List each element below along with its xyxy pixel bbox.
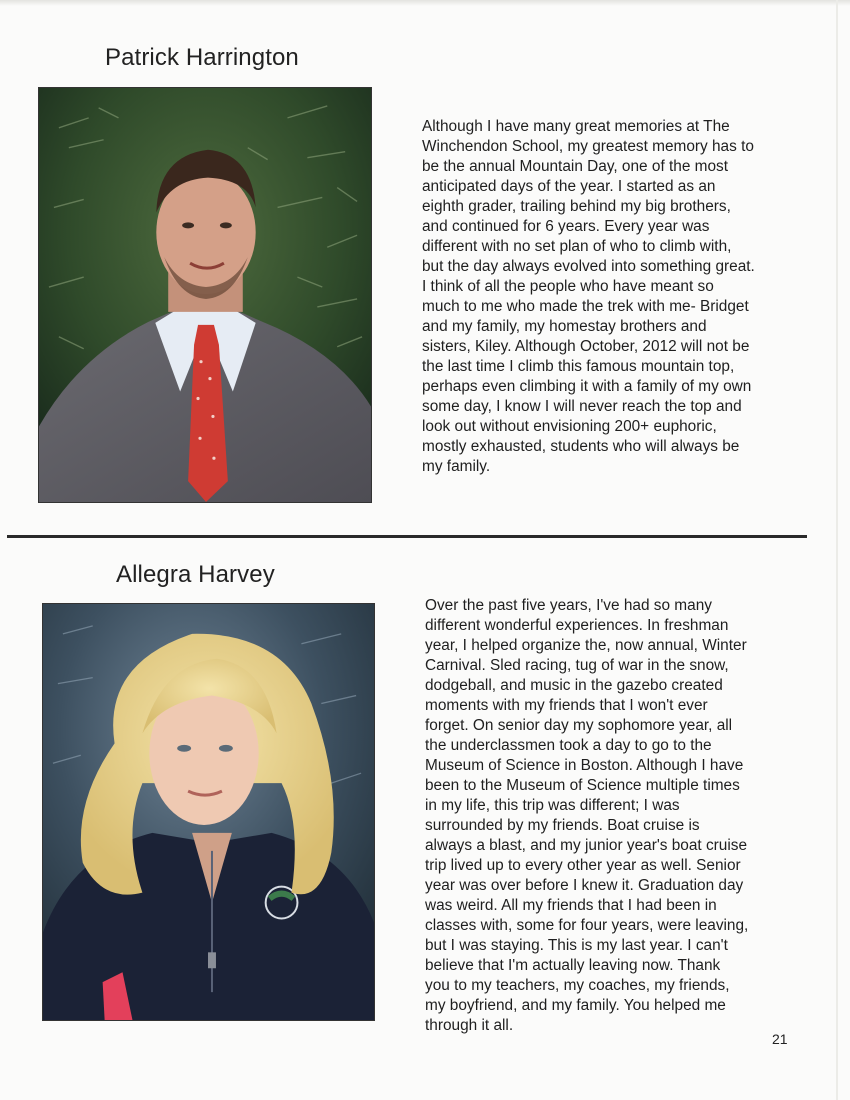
bio-line: trip lived up to every other year as well. Senior xyxy=(425,857,741,874)
scan-top-edge xyxy=(0,0,850,6)
profile-bio xyxy=(425,596,748,1036)
portrait-illustration xyxy=(43,604,374,1020)
bio-line: be the annual Mountain Day, one of the most xyxy=(422,158,729,175)
page-number: 21 xyxy=(772,1031,788,1047)
bio-line: and my family, my homestay brothers and xyxy=(422,318,707,335)
bio-line: dodgeball, and music in the gazebo created xyxy=(425,677,723,694)
bio-line: sisters, Kiley. Although October, 2012 will not be xyxy=(422,338,750,355)
bio-line: Museum of Science in Boston. Although I have xyxy=(425,757,744,774)
portrait-illustration xyxy=(39,88,371,502)
bio-line: but I was staying. This is my last year. I can't xyxy=(425,937,728,954)
scan-right-edge xyxy=(836,0,838,1100)
bio-line: surrounded by my friends. Boat cruise is xyxy=(425,817,700,834)
bio-line: my boyfriend, and my family. You helped me xyxy=(425,997,726,1014)
bio-line: different wonderful experiences. In freshman xyxy=(425,617,729,634)
bio-line: Winchendon School, my greatest memory has to xyxy=(422,138,754,155)
bio-line: in my life, this trip was different; I was xyxy=(425,797,680,814)
bio-line: forget. On senior day my sophomore year, all xyxy=(425,717,733,734)
bio-line: some day, I know I will never reach the top and xyxy=(422,398,742,415)
bio-line: perhaps even climbing it with a family of my own xyxy=(422,378,752,395)
bio-line: you to my teachers, my coaches, my friends, xyxy=(425,977,730,994)
section-divider xyxy=(7,535,807,538)
bio-line: been to the Museum of Science multiple times xyxy=(425,777,740,794)
bio-line: Over the past five years, I've had so many xyxy=(425,597,712,614)
bio-line: mostly exhausted, students who will always be xyxy=(422,438,740,455)
bio-line: anticipated days of the year. I started as an xyxy=(422,178,716,195)
bio-line: much to me who made the trek with me- Bridget xyxy=(422,298,749,315)
bio-line: but the day always evolved into something great. xyxy=(422,258,755,275)
bio-line: year, I helped organize the, now annual, Winter xyxy=(425,637,747,654)
bio-line: and continued for 6 years. Every year was xyxy=(422,218,710,235)
bio-line: classes with, some for four years, were leaving, xyxy=(425,917,749,934)
portrait-photo xyxy=(42,603,375,1021)
profile-name: Allegra Harvey xyxy=(116,561,275,588)
portrait-photo xyxy=(38,87,372,503)
profile-bio xyxy=(422,117,755,477)
bio-line: my family. xyxy=(422,458,491,475)
profile-name: Patrick Harrington xyxy=(105,44,299,71)
bio-line: I think of all the people who have meant so xyxy=(422,278,714,295)
bio-line: believe that I'm actually leaving now. Thank xyxy=(425,957,721,974)
bio-line: always a blast, and my junior year's boat cruise xyxy=(425,837,748,854)
bio-line: the underclassmen took a day to go to the xyxy=(425,737,712,754)
bio-line: year was over before I knew it. Graduation day xyxy=(425,877,744,894)
bio-line: through it all. xyxy=(425,1017,514,1034)
bio-line: Carnival. Sled racing, tug of war in the snow, xyxy=(425,657,729,674)
bio-line: moments with my friends that I won't ever xyxy=(425,697,708,714)
bio-line: the last time I climb this famous mountain top, xyxy=(422,358,735,375)
bio-line: different with no set plan of who to climb with, xyxy=(422,238,732,255)
bio-line: Although I have many great memories at The xyxy=(422,118,730,135)
bio-line: look out without envisioning 200+ euphoric, xyxy=(422,418,717,435)
bio-line: was weird. All my friends that I had been in xyxy=(425,897,717,914)
bio-line: eighth grader, trailing behind my big brothers, xyxy=(422,198,731,215)
